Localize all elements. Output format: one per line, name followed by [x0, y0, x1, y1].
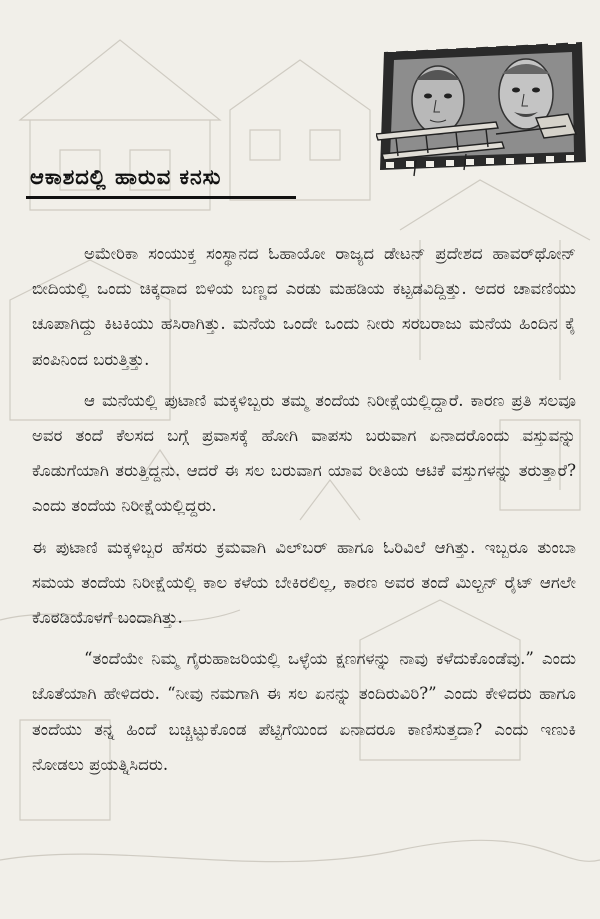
- paragraph-3: ಈ ಪುಟಾಣಿ ಮಕ್ಕಳಿಬ್ಬರ ಹೆಸರು ಕ್ರಮವಾಗಿ ವಿಲ್‌ಬರ್ ಹಾಗೂ ಓರಿವಿಲೆ ಆಗಿತ್ತು. ಇಬ್ಬರೂ ತುಂಬಾ ಸಮಯ ತಂದೆಯ ನಿರೀಕ್ಷೆಯಲ್ಲಿ ಕಾಲ ಕಳೆಯ ಬೇಕಿರಲಿಲ್ಲ, ಕಾರಣ ಅವರ ತಂದೆ ಮಿಲ್ಟನ್ ರೈಟ್ ಆಗಲೇ ಕೊಠಡಿಯೊಳಗೆ ಬಂದಾಗಿತ್ತು.: [32, 537, 576, 628]
- wright-brothers-illustration: [376, 38, 590, 188]
- title-underline: [26, 196, 296, 199]
- paragraph-2: ಆ ಮನೆಯಲ್ಲಿ ಪುಟಾಣಿ ಮಕ್ಕಳಿಬ್ಬರು ತಮ್ಮ ತಂದೆಯ ನಿರೀಕ್ಷೆಯಲ್ಲಿದ್ದಾರೆ. ಕಾರಣ ಪ್ರತಿ ಸಲವೂ ಅವರ ತಂದೆ ಕೆಲಸದ ಬಗ್ಗೆ ಪ್ರವಾಸಕ್ಕೆ ಹೋಗಿ ವಾಪಸು ಬರುವಾಗ ಏನಾದರೊಂದು ವಸ್ತುವನ್ನು ಕೊಡುಗೆಯಾಗಿ ತರುತ್ತಿದ್ದನು. ಆದರೆ ಈ ಸಲ ಬರುವಾಗ ಯಾವ ರೀತಿಯ ಆಟಿಕೆ ವಸ್ತುಗಳನ್ನು ತರುತ್ತಾರೆ? ಎಂದು ತಂದೆಯ ನಿರೀಕ್ಷೆಯಲ್ಲಿದ್ದರು.: [32, 390, 576, 516]
- chapter-title: ಆಕಾಶದಲ್ಲಿ ಹಾರುವ ಕನಸು: [30, 165, 222, 189]
- paragraph-1: ಅಮೇರಿಕಾ ಸಂಯುಕ್ತ ಸಂಸ್ಥಾನದ ಓಹಾಯೋ ರಾಜ್ಯದ ಡೇಟನ್ ಪ್ರದೇಶದ ಹಾವರ್‌ಥೋನ್ ಬೀದಿಯಲ್ಲಿ ಒಂದು ಚಿಕ್ಕದಾದ ಬಿಳಿಯ ಬಣ್ಣದ ಎರಡು ಮಹಡಿಯ ಕಟ್ಟಡವಿದ್ದಿತ್ತು. ಅದರ ಚಾವಣಿಯು ಚೂಪಾಗಿದ್ದು ಕಿಟಕಿಯು ಹಸಿರಾಗಿತ್ತು. ಮನೆಯ ಒಂದೇ ಒಂದು ನೀರು ಸರಬರಾಜು ಮನೆಯ ಹಿಂದಿನ ಕೈ ಪಂಪಿನಿಂದ ಬರುತ್ತಿತ್ತು.: [32, 244, 576, 369]
- paragraph-4: “ತಂದೆಯೇ ನಿಮ್ಮ ಗೈರುಹಾಜರಿಯಲ್ಲಿ ಒಳ್ಳೆಯ ಕ್ಷಣಗಳನ್ನು ನಾವು ಕಳೆದುಕೊಂಡೆವು.” ಎಂದು ಜೊತೆಯಾಗಿ ಹೇಳಿದರು. “ನೀವು ನಮಗಾಗಿ ಈ ಸಲ ಏನನ್ನು ತಂದಿರುವಿರಿ?” ಎಂದು ಕೇಳಿದರು ಹಾಗೂ ತಂದೆಯು ತನ್ನ ಹಿಂದೆ ಬಚ್ಚಿಟ್ಟುಕೊಂಡ ಪೆಟ್ಟಿಗೆಯಿಂದ ಏನಾದರೂ ಕಾಣಿಸುತ್ತದಾ? ಎಂದು ಇಣುಕಿ ನೋಡಲು ಪ್ರಯತ್ನಿಸಿದರು.: [32, 649, 576, 774]
- story-body: [32, 236, 576, 788]
